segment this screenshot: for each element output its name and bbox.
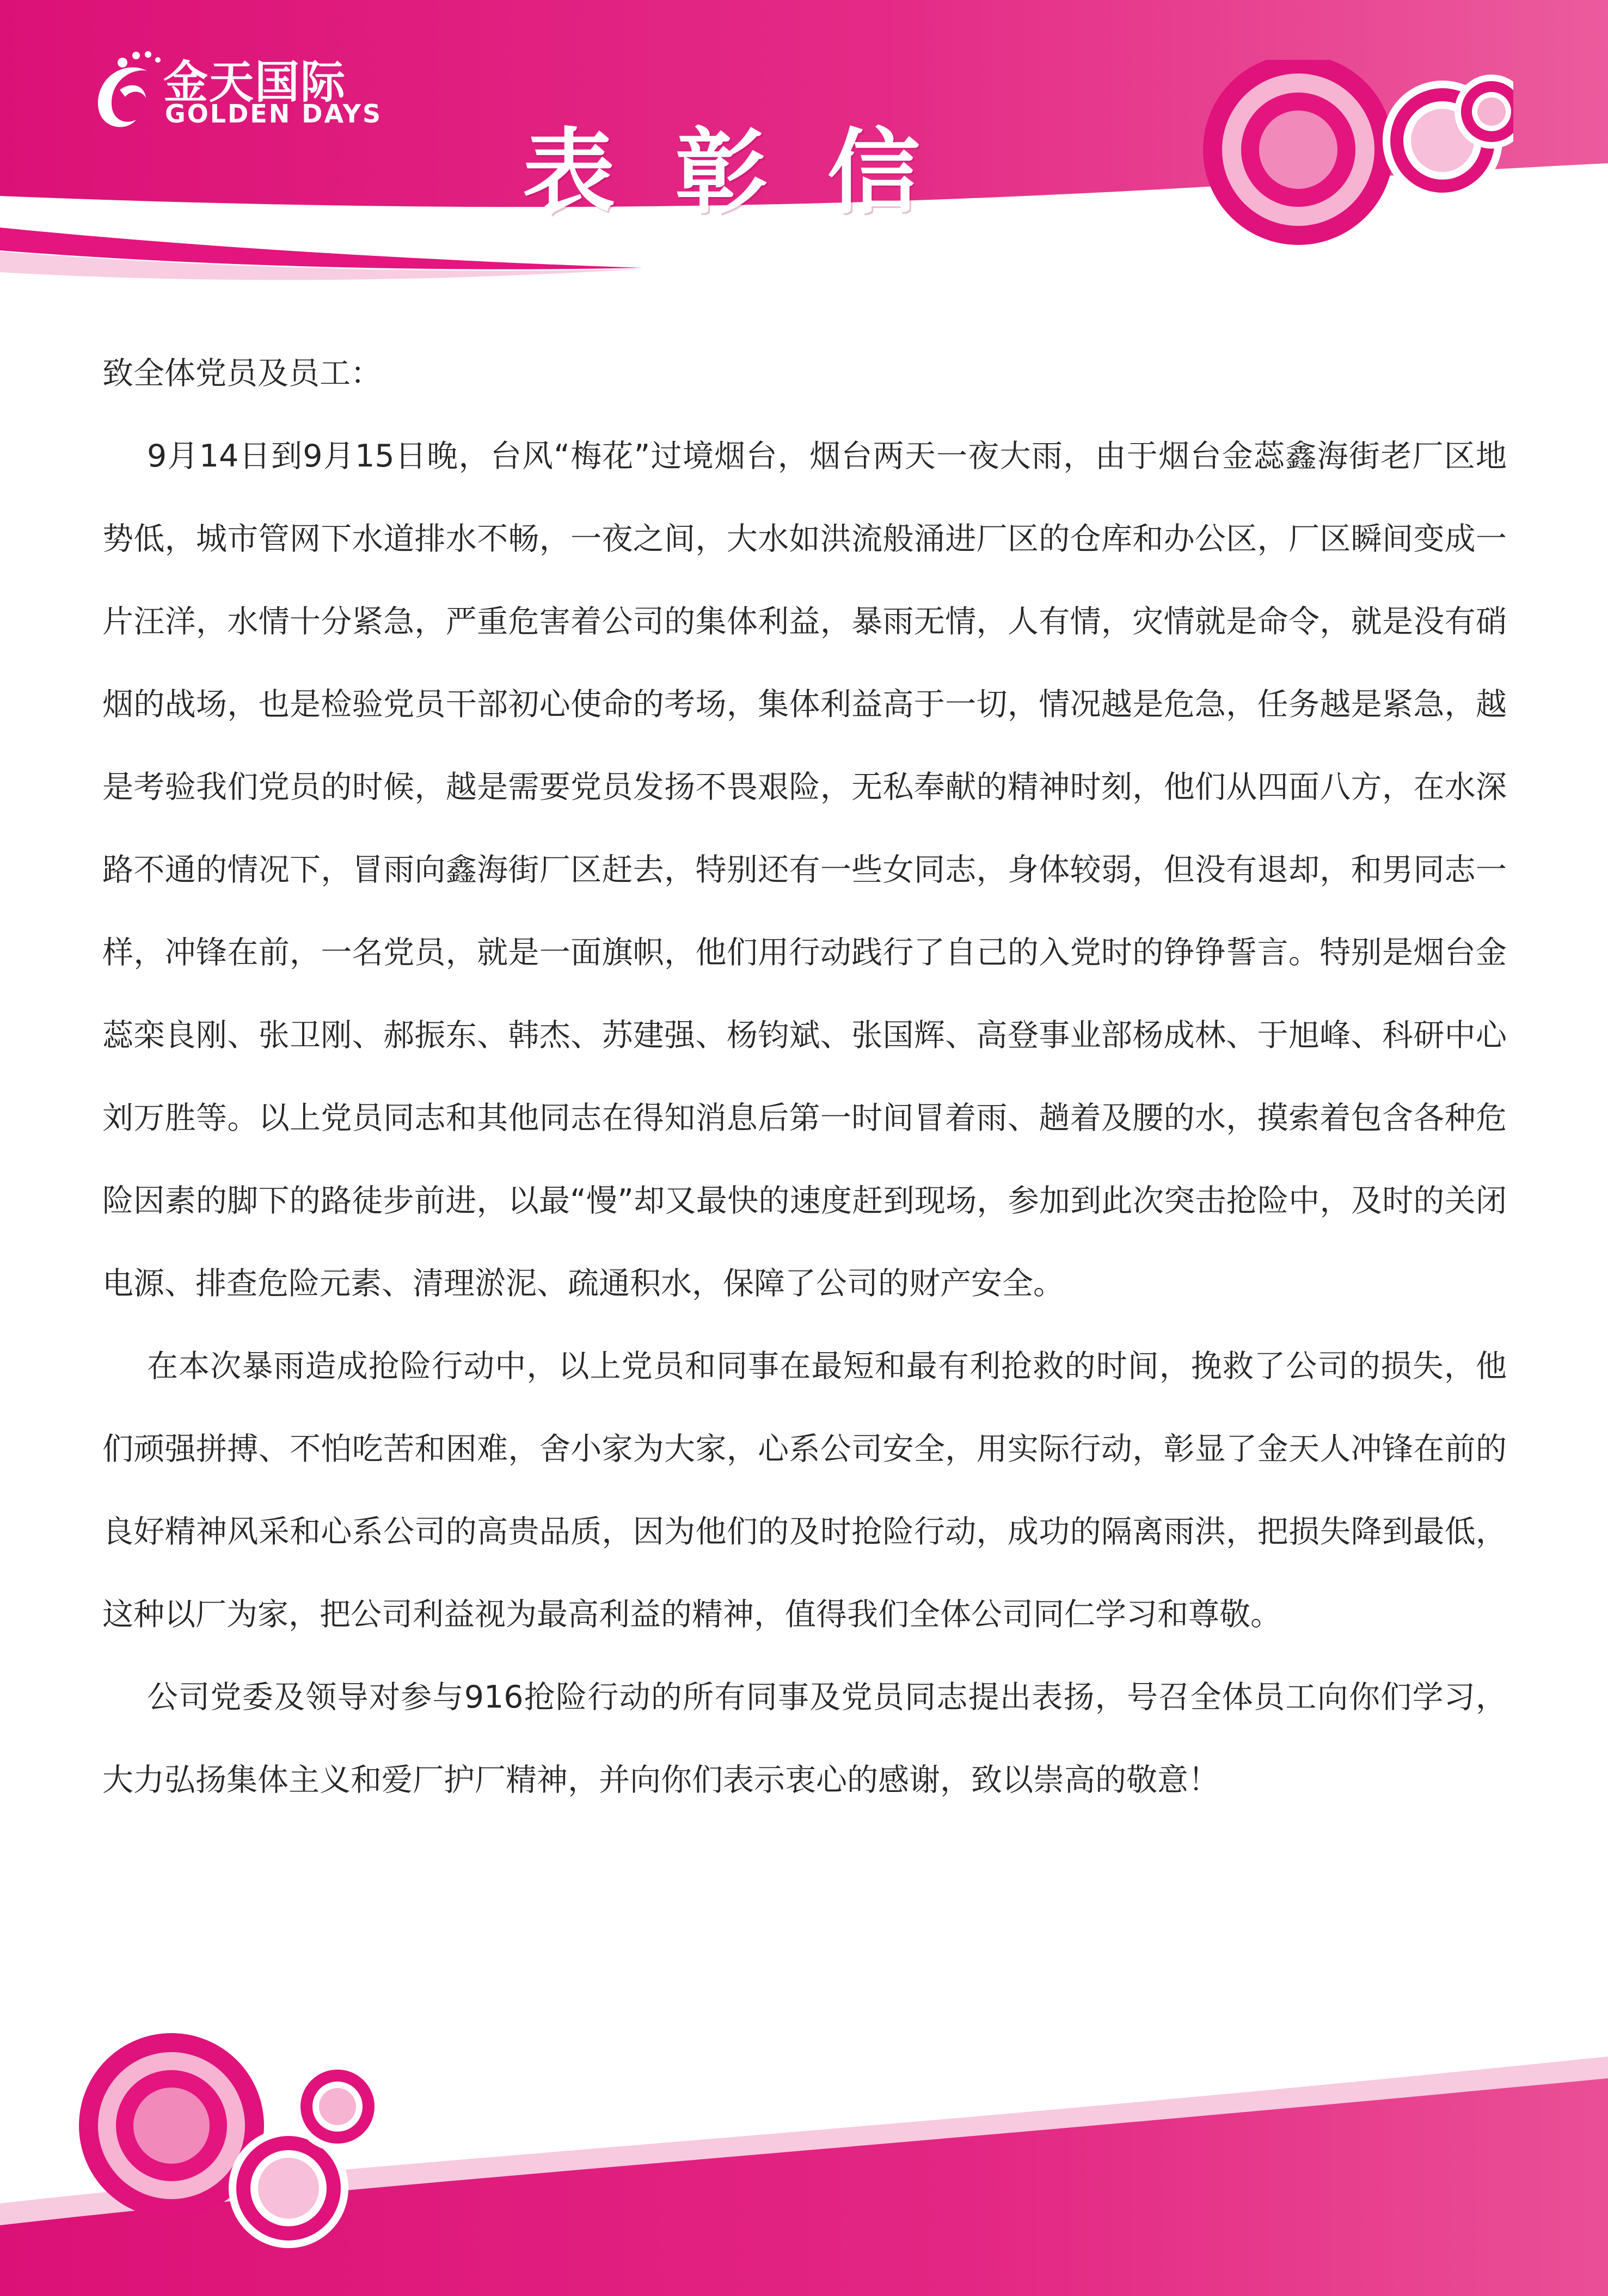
circle-bottom-small bbox=[293, 2062, 382, 2151]
salutation: 致全体党员及员工： bbox=[102, 355, 382, 391]
company-logo bbox=[82, 38, 386, 142]
circle-cluster-bottom-left bbox=[76, 2025, 425, 2254]
circle-large bbox=[1203, 60, 1394, 245]
logo-chinese-name: 金天国际 bbox=[163, 57, 347, 108]
paragraph-2: 在本次暴雨造成抢险行动中，以上党员和同事在最短和最有利抢救的时间，挽救了公司的损失，他们顽强拼搏、不怕吃苦和困难，舍小家为大家，心系公司安全，用实际行动，彰显了金天人冲锋在前的良好精神风采和心系公司的高贵品质，因为他们的及时抢险行动，成功的隔离雨洪，把损失降到最低，这种以厂为家，把公司利益视为最高利益的精神，值得我们全体公司同仁学习和尊敬。 bbox=[102, 1348, 1507, 1632]
page-title: 表彰信 bbox=[523, 118, 980, 227]
circle-cluster-top-right bbox=[1187, 60, 1513, 256]
letter-body bbox=[102, 332, 1507, 1821]
logo-english-name: GOLDEN DAYS bbox=[165, 99, 383, 128]
paragraph-3: 公司党委及领导对参与916抢险行动的所有同事及党员同志提出表扬，号召全体员工向你们学习，大力弘扬集体主义和爱厂护厂精神，并向你们表示衷心的感谢，致以崇高的敬意！ bbox=[102, 1679, 1507, 1798]
paragraph-1: 9月14日到9月15日晚，台风“梅花”过境烟台，烟台两天一夜大雨，由于烟台金蕊鑫海街老厂区地势低，城市管网下水道排水不畅，一夜之间，大水如洪流般涌进厂区的仓库和办公区，厂区瞬间变成一片汪洋，水情十分紧急，严重危害着公司的集体利益，暴雨无情，人有情，灾情就是命令，就是没有硝烟的战场，也是检验党员干部初心使命的考场，集体利益高于一切，情况越是危急，任务越是紧急，越是考验我们党员的时候，越是需要党员发扬不畏艰险，无私奉献的精神时刻，他们从四面八方，在水深路不通的情况下，冒雨向鑫海街厂区赶去，特别还有一些女同志，身体较弱，但没有退却，和男同志一样，冲锋在前，一名党员，就是一面旗帜，他们用行动践行了自己的入党时的铮铮誓言。特别是烟台金蕊栾良刚、张卫刚、郝振东、韩杰、苏建强、杨钧斌、张国辉、高登事业部杨成林、于旭峰、科研中心刘万胜等。以上党员同志和其他同志在得知消息后第一时间冒着雨、趟着及腰的水，摸索着包含各种危险因素的脚下的路徒步前进，以最“慢”却又最快的速度赶到现场，参加到此次突击抢险中，及时的关闭电源、排查危险元素、清理淤泥、疏通积水，保障了公司的财产安全。 bbox=[102, 438, 1507, 1302]
logo-emblem-icon bbox=[82, 38, 174, 142]
